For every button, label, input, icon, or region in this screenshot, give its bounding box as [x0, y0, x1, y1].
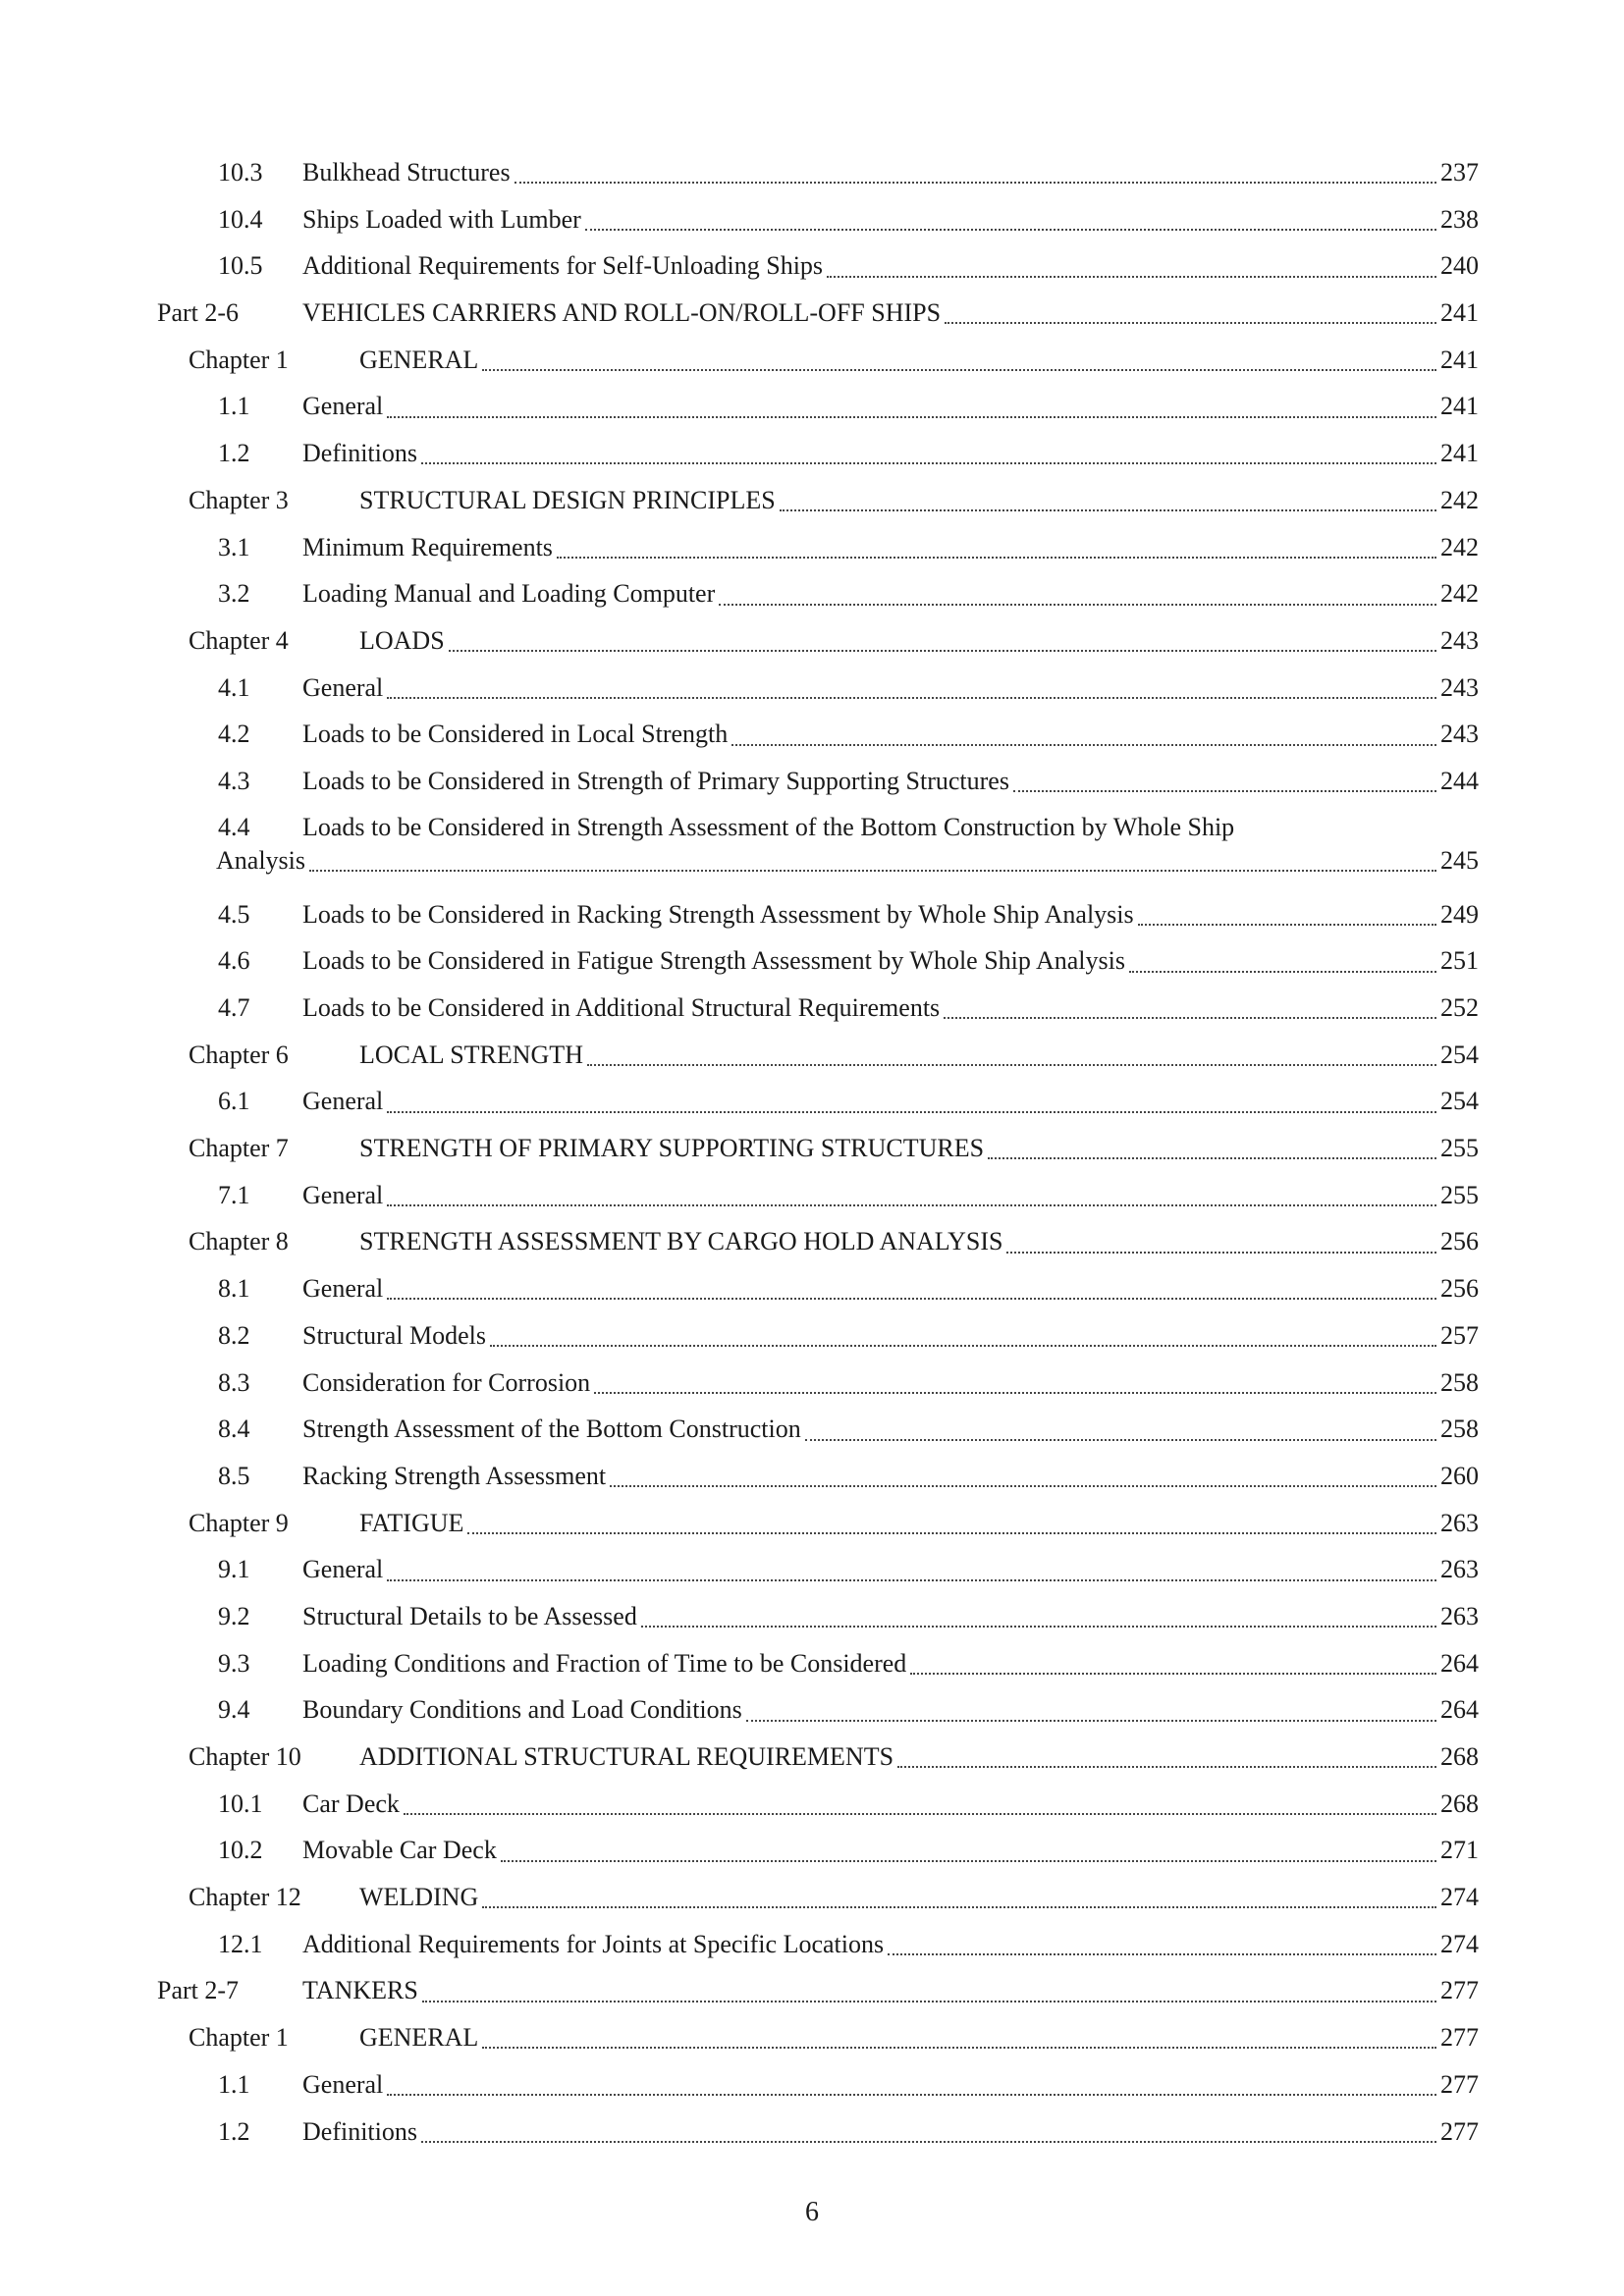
toc-leader-dots: [1006, 1251, 1436, 1254]
toc-entry-number: 9.1: [218, 1555, 250, 1584]
toc-leader-dots: [731, 743, 1436, 746]
toc-entry-title: Boundary Conditions and Load Conditions: [302, 1695, 742, 1725]
toc-entry-number: Chapter 1: [189, 2023, 289, 2053]
toc-entry-number: Chapter 6: [189, 1040, 289, 1069]
toc-entry[interactable]: [0, 1640, 1624, 1687]
toc-entry[interactable]: [0, 477, 1624, 524]
toc-leader-dots: [910, 1672, 1436, 1675]
toc-entry-number: 8.2: [218, 1320, 250, 1350]
toc-entry-title: Strength Assessment of the Bottom Construction: [302, 1415, 801, 1444]
toc-entry[interactable]: [0, 711, 1624, 758]
toc-entry-number: 8.4: [218, 1415, 250, 1444]
toc-entry[interactable]: [0, 524, 1624, 571]
toc-entry-number: Chapter 4: [189, 625, 289, 655]
toc-entry-title: LOCAL STRENGTH: [359, 1040, 583, 1069]
toc-leader-dots: [897, 1765, 1436, 1768]
toc-entry[interactable]: [0, 937, 1624, 985]
toc-leader-dots: [387, 696, 1436, 699]
toc-entry-page: 271: [1440, 1836, 1479, 1865]
toc-entry-number: Part 2-7: [157, 1976, 240, 2005]
toc-entry[interactable]: [0, 1453, 1624, 1500]
toc-entry-page: 255: [1440, 1134, 1479, 1163]
toc-entry-title: General: [302, 1087, 384, 1116]
toc-entry-title: STRUCTURAL DESIGN PRINCIPLES: [359, 485, 776, 514]
toc-entry-number: Chapter 1: [189, 345, 289, 374]
toc-entry-title: General: [302, 1555, 384, 1584]
toc-entry-number: 7.1: [218, 1180, 250, 1209]
toc-entry-title: TANKERS: [302, 1976, 418, 2005]
toc-entry[interactable]: [0, 1593, 1624, 1640]
toc-entry[interactable]: [0, 196, 1624, 243]
toc-entry-first-line: [0, 811, 1479, 844]
toc-entry[interactable]: [0, 149, 1624, 196]
toc-leader-dots: [501, 1859, 1436, 1862]
toc-entry[interactable]: [0, 1265, 1624, 1312]
toc-leader-dots: [404, 1812, 1436, 1815]
toc-entry-page: 264: [1440, 1695, 1479, 1725]
toc-entry-number: 8.3: [218, 1367, 250, 1397]
toc-entry[interactable]: [0, 1686, 1624, 1734]
toc-entry-number: Part 2-6: [157, 298, 240, 328]
toc-leader-dots: [387, 415, 1436, 418]
toc-entry-page: 252: [1440, 993, 1479, 1022]
toc-entry[interactable]: [0, 985, 1624, 1032]
toc-entry-number: 1.1: [218, 2069, 250, 2099]
toc-entry-title: Bulkhead Structures: [302, 158, 511, 187]
toc-entry-title: Loads to be Considered in Additional Structural Requirements: [302, 993, 941, 1022]
toc-entry[interactable]: [0, 665, 1624, 712]
toc-leader-dots: [805, 1438, 1436, 1441]
toc-entry-number: Chapter 8: [189, 1227, 289, 1256]
toc-entry-page: 238: [1440, 204, 1479, 234]
toc-leader-dots: [610, 1484, 1436, 1487]
toc-entry-number: 4.4: [218, 812, 250, 841]
toc-entry-page: 277: [1440, 2023, 1479, 2053]
toc-entry-number: 12.1: [218, 1929, 263, 1958]
toc-leader-dots: [945, 321, 1436, 324]
toc-entry-number: 10.4: [218, 204, 263, 234]
toc-entry-title: Loads to be Considered in Local Strength: [302, 720, 729, 749]
toc-entry-page: 274: [1440, 1883, 1479, 1912]
toc-entry-title: ADDITIONAL STRUCTURAL REQUIREMENTS: [359, 1742, 894, 1771]
toc-entry[interactable]: [0, 2061, 1624, 2109]
toc-leader-dots: [514, 181, 1436, 184]
toc-entry-title: Structural Models: [302, 1320, 487, 1350]
toc-entry-title: Loading Manual and Loading Computer: [302, 579, 716, 609]
toc-entry-title: General: [302, 2069, 384, 2099]
toc-leader-dots: [421, 2140, 1436, 2143]
toc-entry-number: 3.2: [218, 579, 250, 609]
toc-entry-page: 243: [1440, 720, 1479, 749]
toc-entry[interactable]: [0, 1874, 1624, 1921]
toc-entry-title: LOADS: [359, 625, 445, 655]
toc-entry-continuation-line: [216, 844, 1479, 878]
toc-leader-dots: [641, 1625, 1436, 1628]
toc-leader-dots: [482, 1905, 1436, 1908]
toc-entry-page: 277: [1440, 1976, 1479, 2005]
toc-entry[interactable]: [0, 337, 1624, 384]
toc-entry[interactable]: [0, 1125, 1624, 1172]
toc-entry-page: 264: [1440, 1648, 1479, 1678]
toc-entry-page: 277: [1440, 2116, 1479, 2146]
toc-entry-title: Movable Car Deck: [302, 1836, 497, 1865]
toc-entry-title: Ships Loaded with Lumber: [302, 204, 581, 234]
toc-entry-number: 10.5: [218, 251, 263, 281]
toc-entry-page: 274: [1440, 1929, 1479, 1958]
toc-entry[interactable]: [0, 1500, 1624, 1547]
toc-entry-page: 260: [1440, 1461, 1479, 1490]
toc-entry[interactable]: [0, 1921, 1624, 1968]
toc-leader-dots: [467, 1531, 1436, 1534]
toc-entry[interactable]: [0, 383, 1624, 430]
toc-leader-dots: [387, 2093, 1436, 2096]
toc-leader-dots: [449, 649, 1436, 652]
toc-leader-dots: [587, 1063, 1436, 1066]
toc-leader-dots: [1138, 923, 1436, 926]
toc-entry-page: 237: [1440, 158, 1479, 187]
toc-entry-page: 249: [1440, 899, 1479, 929]
toc-entry-number: 10.3: [218, 158, 263, 187]
toc-entry-title: Loading Conditions and Fraction of Time to be Considered: [302, 1648, 907, 1678]
toc-entry-title: General: [302, 392, 384, 421]
toc-entry-page: 251: [1440, 946, 1479, 976]
toc-leader-dots: [387, 1110, 1436, 1113]
toc-entry-page: 245: [1440, 845, 1479, 875]
toc-entry-number: 4.2: [218, 720, 250, 749]
toc-entry[interactable]: [0, 242, 1624, 290]
toc-entry[interactable]: [0, 891, 1624, 938]
toc-entry-title: Structural Details to be Assessed: [302, 1601, 637, 1630]
toc-entry-number: 4.5: [218, 899, 250, 929]
toc-entry[interactable]: [0, 290, 1624, 337]
toc-leader-dots: [387, 1297, 1436, 1300]
toc-entry-page: 258: [1440, 1415, 1479, 1444]
toc-entry-title: General: [302, 1274, 384, 1304]
toc-entry-title: Loads to be Considered in Fatigue Strength Assessment by Whole Ship Analysis: [302, 946, 1125, 976]
toc-entry[interactable]: [0, 1967, 1624, 2014]
toc-leader-dots: [719, 603, 1436, 606]
toc-entry-page: 241: [1440, 345, 1479, 374]
toc-entry-number: 8.5: [218, 1461, 250, 1490]
toc-entry-page: 244: [1440, 766, 1479, 795]
toc-leader-dots: [1013, 789, 1436, 792]
toc-entry-title: VEHICLES CARRIERS AND ROLL-ON/ROLL-OFF SHIPS: [302, 298, 942, 328]
toc-leader-dots: [387, 1578, 1436, 1581]
toc-entry-number: 4.7: [218, 993, 250, 1022]
toc-entry-number: Chapter 12: [189, 1883, 301, 1912]
toc-leader-dots: [827, 275, 1436, 278]
toc-leader-dots: [594, 1391, 1436, 1394]
toc-entry-title: FATIGUE: [359, 1508, 464, 1537]
toc-entry-number: Chapter 7: [189, 1134, 289, 1163]
toc-entry-title: Definitions: [302, 439, 417, 468]
page-number: 6: [805, 2197, 819, 2227]
toc-entry-page: 268: [1440, 1789, 1479, 1818]
toc-entry-title: General: [302, 672, 384, 702]
toc-entry-number: 1.2: [218, 2116, 250, 2146]
toc-leader-dots: [1129, 970, 1436, 973]
toc-entry-title: STRENGTH ASSESSMENT BY CARGO HOLD ANALYSIS: [359, 1227, 1003, 1256]
toc-entry-page: 256: [1440, 1274, 1479, 1304]
toc-entry-page: 254: [1440, 1087, 1479, 1116]
toc-entry[interactable]: [0, 1406, 1624, 1453]
toc-leader-dots: [309, 869, 1436, 872]
toc-entry-page: 263: [1440, 1508, 1479, 1537]
toc-entry-title: STRENGTH OF PRIMARY SUPPORTING STRUCTURES: [359, 1134, 985, 1163]
toc-leader-dots: [746, 1719, 1436, 1722]
toc-entry-title: Minimum Requirements: [302, 532, 553, 561]
toc-entry-number: Chapter 3: [189, 485, 289, 514]
toc-entry[interactable]: [0, 1360, 1624, 1407]
toc-entry-title: General: [302, 1180, 384, 1209]
toc-entry-title: Loads to be Considered in Strength of Primary Supporting Structures: [302, 766, 1009, 795]
toc-entry-number: 9.4: [218, 1695, 250, 1725]
toc-entry-number: 10.2: [218, 1836, 263, 1865]
toc-entry-title: Consideration for Corrosion: [302, 1367, 591, 1397]
toc-entry[interactable]: [0, 1734, 1624, 1781]
toc-leader-dots: [387, 1203, 1436, 1206]
toc-leader-dots: [490, 1344, 1436, 1347]
toc-leader-dots: [988, 1156, 1436, 1159]
toc-entry-page: 257: [1440, 1320, 1479, 1350]
toc-entry-number: 1.1: [218, 392, 250, 421]
toc-leader-dots: [780, 508, 1436, 511]
toc-entry-page: 254: [1440, 1040, 1479, 1069]
toc-entry-number: 1.2: [218, 439, 250, 468]
toc-entry[interactable]: [0, 1032, 1624, 1079]
toc-entry-title: Additional Requirements for Self-Unloading Ships: [302, 251, 824, 281]
toc-entry-title: Loads to be Considered in Racking Strength Assessment by Whole Ship Analysis: [302, 899, 1134, 929]
toc-entry-page: 242: [1440, 579, 1479, 609]
toc-entry[interactable]: [0, 1827, 1624, 1874]
toc-entry[interactable]: [0, 570, 1624, 617]
toc-entry-page: 263: [1440, 1555, 1479, 1584]
toc-entry-page: 241: [1440, 298, 1479, 328]
toc-entry[interactable]: [0, 430, 1624, 477]
toc-entry-number: 9.2: [218, 1601, 250, 1630]
toc-entry-title: Car Deck: [302, 1789, 400, 1818]
toc-entry-number: 6.1: [218, 1087, 250, 1116]
toc-entry-number: 9.3: [218, 1648, 250, 1678]
toc-entry-page: 243: [1440, 672, 1479, 702]
toc-entry-number: 10.1: [218, 1789, 263, 1818]
toc-entry[interactable]: [0, 1312, 1624, 1360]
toc-entry-page: 243: [1440, 625, 1479, 655]
toc-entry-title: Definitions: [302, 2116, 417, 2146]
toc-leader-dots: [585, 228, 1436, 231]
toc-entry[interactable]: [0, 617, 1624, 665]
table-of-contents: [0, 149, 1624, 2155]
toc-entry-number: 4.6: [218, 946, 250, 976]
toc-leader-dots: [482, 368, 1436, 371]
toc-entry[interactable]: [0, 758, 1624, 805]
toc-entry-number: 3.1: [218, 532, 250, 561]
toc-leader-dots: [482, 2046, 1436, 2049]
toc-entry[interactable]: [0, 1172, 1624, 1219]
toc-entry-page: 268: [1440, 1742, 1479, 1771]
toc-entry-title: GENERAL: [359, 2023, 479, 2053]
toc-entry[interactable]: [0, 2109, 1624, 2156]
toc-entry-page: 241: [1440, 439, 1479, 468]
toc-entry-number: 4.3: [218, 766, 250, 795]
toc-entry[interactable]: [0, 1546, 1624, 1593]
toc-entry-page: 242: [1440, 485, 1479, 514]
toc-entry-number: 8.1: [218, 1274, 250, 1304]
toc-entry[interactable]: [0, 805, 1624, 891]
toc-leader-dots: [944, 1016, 1436, 1019]
toc-entry-page: 263: [1440, 1601, 1479, 1630]
toc-entry-title: GENERAL: [359, 345, 479, 374]
toc-entry-page: 241: [1440, 392, 1479, 421]
toc-entry-page: 240: [1440, 251, 1479, 281]
toc-entry-number: Chapter 9: [189, 1508, 289, 1537]
toc-entry-title: Loads to be Considered in Strength Assessment of the Bottom Construction by Whole Ship: [302, 812, 1235, 841]
toc-entry-number: Chapter 10: [189, 1742, 301, 1771]
toc-entry-title: Additional Requirements for Joints at Specific Locations: [302, 1929, 885, 1958]
toc-entry[interactable]: [0, 1218, 1624, 1265]
toc-leader-dots: [422, 2000, 1436, 2002]
toc-entry-title-continuation: Analysis: [216, 845, 305, 875]
toc-entry-title: Racking Strength Assessment: [302, 1461, 607, 1490]
toc-entry-page: 258: [1440, 1367, 1479, 1397]
toc-leader-dots: [421, 461, 1436, 464]
toc-entry[interactable]: [0, 2014, 1624, 2061]
toc-entry-page: 255: [1440, 1180, 1479, 1209]
toc-entry-page: 242: [1440, 532, 1479, 561]
toc-entry[interactable]: [0, 1078, 1624, 1125]
toc-entry[interactable]: [0, 1781, 1624, 1828]
toc-leader-dots: [557, 556, 1436, 559]
toc-leader-dots: [888, 1952, 1436, 1955]
toc-entry-page: 256: [1440, 1227, 1479, 1256]
toc-entry-title: WELDING: [359, 1883, 479, 1912]
toc-entry-page: 277: [1440, 2069, 1479, 2099]
toc-entry-number: 4.1: [218, 672, 250, 702]
